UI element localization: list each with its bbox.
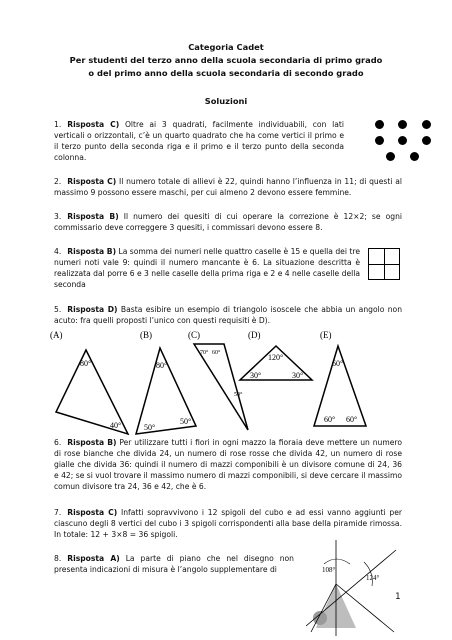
angle-label: 108°: [322, 566, 336, 574]
angle-label: 60°: [212, 350, 221, 356]
angle-label: 40°: [110, 421, 122, 430]
triangle-label-a: (A): [50, 330, 63, 340]
diagonal-line: [306, 550, 396, 626]
solution-number: 2.: [54, 177, 62, 186]
dot: [398, 120, 407, 129]
angle-label: 120°: [268, 353, 284, 362]
triangles-figure: [48, 330, 388, 435]
solution-text: Il numero totale di allievi è 22, quindi hanno l’influenza in 11; di questi al massimo 9 possono essere maschi, per cui almeno 2 devono essere femmine.: [54, 177, 402, 197]
solution-answer: Risposta B): [67, 438, 117, 447]
solution-7: [54, 507, 402, 540]
triangle-c: [194, 344, 248, 430]
angle-label: 30°: [250, 371, 262, 380]
dot-grid-figure: [375, 120, 452, 170]
dot: [375, 136, 384, 145]
solution-text: Basta esibire un esempio di triangolo isoscele che abbia un angolo non acuto: fra quelli proposti l’unico con questi requisiti è D).: [54, 305, 403, 325]
angle-label: 60°: [324, 415, 336, 424]
angle-label: 124°: [366, 574, 380, 582]
solution-answer: Risposta C): [67, 177, 117, 186]
dot: [398, 136, 407, 145]
dot: [410, 152, 419, 161]
angle-label: 50°: [234, 392, 243, 398]
triangle-label-c: (C): [188, 330, 200, 340]
solution-answer: Risposta C): [67, 120, 120, 129]
angle-label: 30°: [292, 371, 304, 380]
solution-5: [54, 304, 402, 326]
solution-6: [54, 437, 402, 492]
solution-number: 5.: [54, 305, 62, 314]
solution-answer: Risposta A): [67, 554, 120, 563]
angle-label: 50°: [144, 423, 156, 432]
solution-number: 7.: [54, 508, 62, 517]
angle-label: 50°: [180, 417, 192, 426]
solution-8: [54, 553, 294, 575]
header-line-2: Per studenti del terzo anno della scuola secondaria di primo grado: [69, 55, 383, 65]
solution-number: 6.: [54, 438, 62, 447]
solution-text: Infatti sopravvivono i 12 spigoli del cubo e ad essi vanno aggiunti per ciascuno degli 8 vertici del cubo i 3 spigoli corrispondenti alla base della piramide rimossa. In totale: 12 + 3×8 = 36 spigoli.: [54, 508, 402, 539]
angle-label: 60°: [332, 359, 344, 368]
solution-number: 8.: [54, 554, 62, 563]
solution-2: [54, 176, 402, 198]
triangle-e: [314, 346, 366, 426]
solution-3: [54, 211, 402, 233]
solution-text: Il numero dei quesiti di cui operare la correzione è 12×2; se ogni commissario deve correggere 3 quesiti, i commissari devono essere 8.: [54, 212, 402, 232]
angle-label: 70°: [200, 350, 209, 356]
dot: [422, 136, 431, 145]
solution-number: 4.: [54, 247, 62, 256]
solution-text: Oltre ai 3 quadrati, facilmente individuabili, con lati verticali o orizzontali, c’è un quarto quadrato che ha come vertici il primo e il terzo punto della seconda riga e il primo e il terzo punto della seconda colonna.: [54, 120, 344, 162]
solution-number: 1.: [54, 120, 62, 129]
solution-answer: Risposta C): [67, 508, 118, 517]
angle-label: 60°: [346, 415, 358, 424]
solution-1: [54, 119, 344, 163]
solution-number: 3.: [54, 212, 62, 221]
dot: [422, 120, 431, 129]
triangle-label-d: (D): [248, 330, 261, 340]
solution-answer: Risposta B): [67, 247, 117, 256]
angle-arc-108: [324, 559, 350, 564]
solution-text: Per utilizzare tutti i fiori in ogni mazzo la fioraia deve mettere un numero di rose bianche che divida 24, un numero di rose rosse che divida 42, un numero di rose gialle che divida 36: quindi il numero di mazzi componibili è un divisore comune di 24, 36 e 42; se si vuol trovare il massimo numero di mazzi componibili, si deve cercare il massimo comun divisore tra 24, 36 e 42, che è 6.: [54, 438, 402, 491]
solution-4: [54, 246, 360, 290]
dot: [386, 152, 395, 161]
triangle-label-e: (E): [320, 330, 332, 340]
triangle-label-b: (B): [140, 330, 152, 340]
solution-text: La somma dei numeri nelle quattro caselle è 15 e quella dei tre numeri noti vale 9: quindi il numero mancante è 6. La situazione descritta è realizzata dal porre 6 e 3 nelle caselle della prima riga e 2 e 4 nelle caselle della seconda: [54, 247, 360, 289]
header-line-3: o del primo anno della scuola secondaria di secondo grado: [88, 68, 364, 78]
section-title: Soluzioni: [204, 96, 248, 106]
angle-label: 80°: [156, 361, 168, 370]
grid-line: [369, 264, 399, 265]
solution-answer: Risposta B): [67, 212, 119, 221]
header-category: Categoria Cadet: [188, 42, 264, 52]
page-number: 1: [395, 592, 401, 602]
angle-figure: [306, 540, 406, 636]
four-cell-grid: [368, 248, 400, 280]
dot: [375, 120, 384, 129]
solution-answer: Risposta D): [67, 305, 118, 314]
angle-label: 80°: [80, 359, 92, 368]
solution-text: La parte di piano che nel disegno non presenta indicazioni di misura è l’angolo supplementare di: [54, 554, 294, 574]
